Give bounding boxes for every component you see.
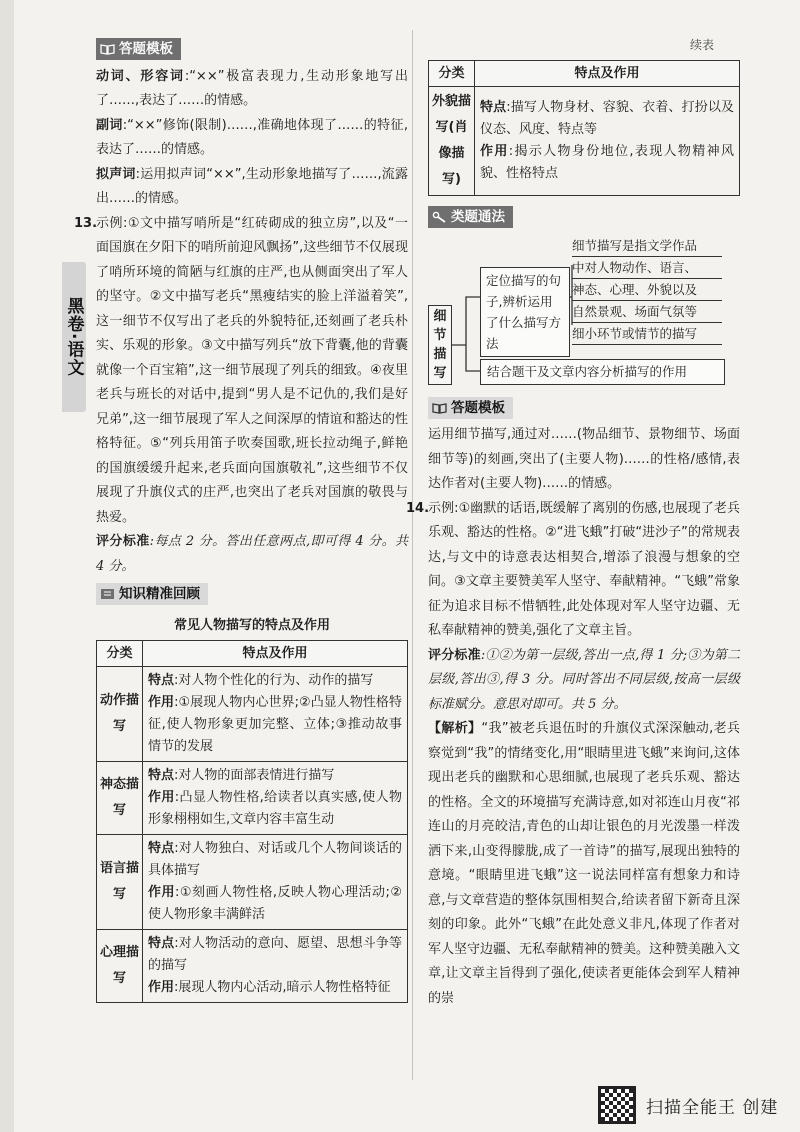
analysis-label: 【解析】 <box>428 721 482 736</box>
category-cell: 动作描写 <box>97 667 143 762</box>
answer-template-title: 答题模板 <box>119 41 173 57</box>
question-13 <box>74 212 408 531</box>
diagram-definition <box>572 235 722 345</box>
effect-text: :揭示人物身份地位,表现人物精神风貌、性格特点 <box>480 144 734 181</box>
effect-label: 作用 <box>148 695 175 710</box>
table-row <box>97 762 408 835</box>
feature-label: 特点 <box>480 100 507 115</box>
question-number: 14. <box>406 500 430 516</box>
feature-text: :对人物活动的意向、愿望、思想斗争等的描写 <box>148 936 402 973</box>
effect-label: 作用 <box>148 980 175 995</box>
template-text: :“××”修饰(限制)……,准确地体现了……的特征,表达了……的情感。 <box>96 117 408 157</box>
effect-text: :展现人物内心活动,暗示人物性格特征 <box>174 980 391 995</box>
feature-text: :对人物个性化的行为、动作的描写 <box>174 673 374 688</box>
column-header: 特点及作用 <box>475 61 740 87</box>
side-tab: 黑卷·语文 <box>62 262 86 412</box>
scoring-criteria <box>428 644 740 718</box>
method-header <box>428 206 513 228</box>
feature-cell <box>143 667 408 762</box>
column-header: 特点及作用 <box>143 641 408 667</box>
table-title: 常见人物描写的特点及作用 <box>173 617 330 633</box>
template-term: 动词、形容词 <box>96 68 185 84</box>
feature-label: 特点 <box>148 768 175 783</box>
effect-text: :凸显人物性格,给读者以真实感,使人物形象栩栩如生,文章内容丰富生动 <box>148 790 402 827</box>
template-term: 拟声词 <box>96 166 136 182</box>
left-column <box>74 38 408 1003</box>
effect-text: :①刻画人物性格,反映人物心理活动;②使人物形象丰满鲜活 <box>148 885 402 922</box>
answer-template-header <box>96 38 181 60</box>
category-cell: 外貌描写(肖像描写) <box>429 87 475 196</box>
knowledge-review-header <box>96 583 208 605</box>
notebook-icon <box>100 588 115 600</box>
character-description-table <box>96 640 408 1003</box>
analysis-text: “我”被老兵退伍时的升旗仪式深深触动,老兵察觉到“我”的情绪变化,用“眼睛里进飞蛾”来询问,这体现出老兵的幽默和心思细腻,也展现了老兵乐观、豁达的性格。全文的环境描写充满诗意,如对祁连山月夜“祁连山的月亮皎洁,青色的山却让银色的月光泼墨一样泼洒下来,山变得朦胧,成了一首诗”的描写,展现出独特的意境。“眼睛里进飞蛾”这一说法同样富有想象力和诗意,与文章营造的整体氛围相契合,给读者留下新奇且深刻的印象。此外“飞蛾”在此处意义非凡,体现了作者对军人坚守边疆、无私奉献精神的赞美。这种赞美融入文章,让文章主旨得到了强化,使读者更能体会到军人精神的崇 <box>428 721 741 1006</box>
right-column <box>406 38 741 1011</box>
watermark-text: 扫描全能王 创建 <box>646 1097 779 1118</box>
score-label: 评分标准 <box>96 534 150 549</box>
book-icon <box>100 43 115 55</box>
definition-line: 细节描写是指文学作品 <box>572 235 722 257</box>
feature-cell <box>143 762 408 835</box>
definition-line: 自然景观、场面气氛等 <box>572 301 722 323</box>
column-header: 分类 <box>97 641 143 667</box>
answer-template-title: 答题模板 <box>451 399 505 416</box>
scoring-criteria <box>96 530 408 579</box>
question-answer: 示例:①文中描写哨所是“红砖砌成的独立房”,以及“一面国旗在夕阳下的哨所前迎风飘扬”,这些细节不仅展现了哨所环境的简陋与红旗的庄严,也从侧面突出了军人的坚守。②文中描写老兵“黑瘦结实的脸上洋溢着笑”,这一细节不仅写出了老兵的外貌特征,还刻画了老兵朴实、乐观的形象。③文中描写列兵“放下背囊,他的背囊就像一个百宝箱”,这一细节展现了列兵的细致。④夜里老兵与班长的对话中,提到“男人是不记仇的,我们是好兄弟”,这一细节展现了军人之间深厚的情谊和豁达的性格特征。⑤“列兵用笛子吹奏国歌,班长拉动绳子,鲜艳的国旗缓缓升起来,老兵面向国旗敬礼”,这些细节不仅展现了升旗仪式的庄严,也突出了老兵对国旗的敬畏与热爱。 <box>96 215 408 525</box>
definition-line: 神态、心理、外貌以及 <box>572 279 722 301</box>
question-14 <box>406 497 740 644</box>
diagram-root-label: 细节描写 <box>428 305 452 385</box>
template-text: 运用细节描写,通过对……(物品细节、景物细节、场面细节等)的刻画,突出了(主要人物)……的性格/感情,表达作者对(主要人物)……的情感。 <box>428 427 740 491</box>
category-cell: 神态描写 <box>97 762 143 835</box>
analysis <box>428 717 740 1011</box>
appearance-description-table <box>428 60 740 196</box>
definition-line: 细小环节或情节的描写 <box>572 323 722 345</box>
scanner-watermark <box>598 1086 778 1124</box>
answer-template-header-2 <box>428 397 513 419</box>
table-row <box>429 87 740 196</box>
feature-label: 特点 <box>148 673 175 688</box>
question-answer: 示例:①幽默的话语,既缓解了离别的伤感,也展现了老兵乐观、豁达的性格。②“进飞蛾”打破“进沙子”的常规表达,与文中的诗意表达相契合,增添了浪漫与想象的空间。③文章主要赞美军人坚守、奉献精神。“飞蛾”常象征为追求目标不惜牺牲,此处体现对军人坚守边疆、无私奉献精神的赞美,强化了文章主旨。 <box>428 500 740 638</box>
template-text: :运用拟声词“××”,生动形象地描写了……,流露出……的情感。 <box>96 166 408 206</box>
feature-text: :对人物的面部表情进行描写 <box>174 768 335 783</box>
detail-description-diagram <box>428 235 740 393</box>
feature-label: 特点 <box>148 936 175 951</box>
template-text: :“××”极富表现力,生动形象地写出了……,表达了……的情感。 <box>96 68 408 108</box>
template-item <box>96 114 408 163</box>
method-title: 类题通法 <box>451 209 505 225</box>
knowledge-review-title: 知识精准回顾 <box>119 586 200 602</box>
diagram-analysis-box: 结合题干及文章内容分析描写的作用 <box>480 359 725 385</box>
qr-code-icon <box>598 1086 636 1124</box>
feature-cell <box>143 835 408 930</box>
score-text: :①②为第一层级,答出一点,得 1 分;③为第二层级,答出③,得 3 分。同时答出不同层级,按高一层级标准赋分。意思对即可。共 5 分。 <box>428 647 740 712</box>
template-term: 副词 <box>96 117 123 133</box>
effect-label: 作用 <box>148 790 175 805</box>
definition-line: 中对人物动作、语言、 <box>572 257 722 279</box>
column-header: 分类 <box>429 61 475 87</box>
feature-text: :对人物独白、对话或几个人物间谈话的具体描写 <box>148 841 402 878</box>
template-item <box>96 65 408 114</box>
table-header-row <box>97 641 408 667</box>
continued-label: 续表 <box>690 38 715 52</box>
effect-label: 作用 <box>148 885 175 900</box>
feature-cell <box>143 930 408 1003</box>
question-number: 13. <box>74 215 98 231</box>
page-edge <box>0 0 14 1132</box>
diagram-step-box: 定位描写的句子,辨析运用了什么描写方法 <box>480 267 570 357</box>
table-header-row <box>429 61 740 87</box>
feature-label: 特点 <box>148 841 175 856</box>
category-cell: 心理描写 <box>97 930 143 1003</box>
book-icon <box>432 402 447 414</box>
score-text: :每点 2 分。答出任意两点,即可得 4 分。共 4 分。 <box>96 534 408 574</box>
table-row <box>97 930 408 1003</box>
effect-text: :①展现人物内心世界;②凸显人物性格特征,使人物形象更加完整、立体;③推动故事情节的发展 <box>148 695 402 754</box>
template-item <box>96 163 408 212</box>
category-cell: 语言描写 <box>97 835 143 930</box>
table-row <box>97 667 408 762</box>
feature-text: :描写人物身材、容貌、衣着、打扮以及仪态、风度、特点等 <box>480 100 734 137</box>
effect-label: 作用 <box>480 144 509 159</box>
wrench-icon <box>432 211 447 223</box>
table-row <box>97 835 408 930</box>
feature-cell <box>475 87 740 196</box>
score-label: 评分标准 <box>428 647 481 663</box>
